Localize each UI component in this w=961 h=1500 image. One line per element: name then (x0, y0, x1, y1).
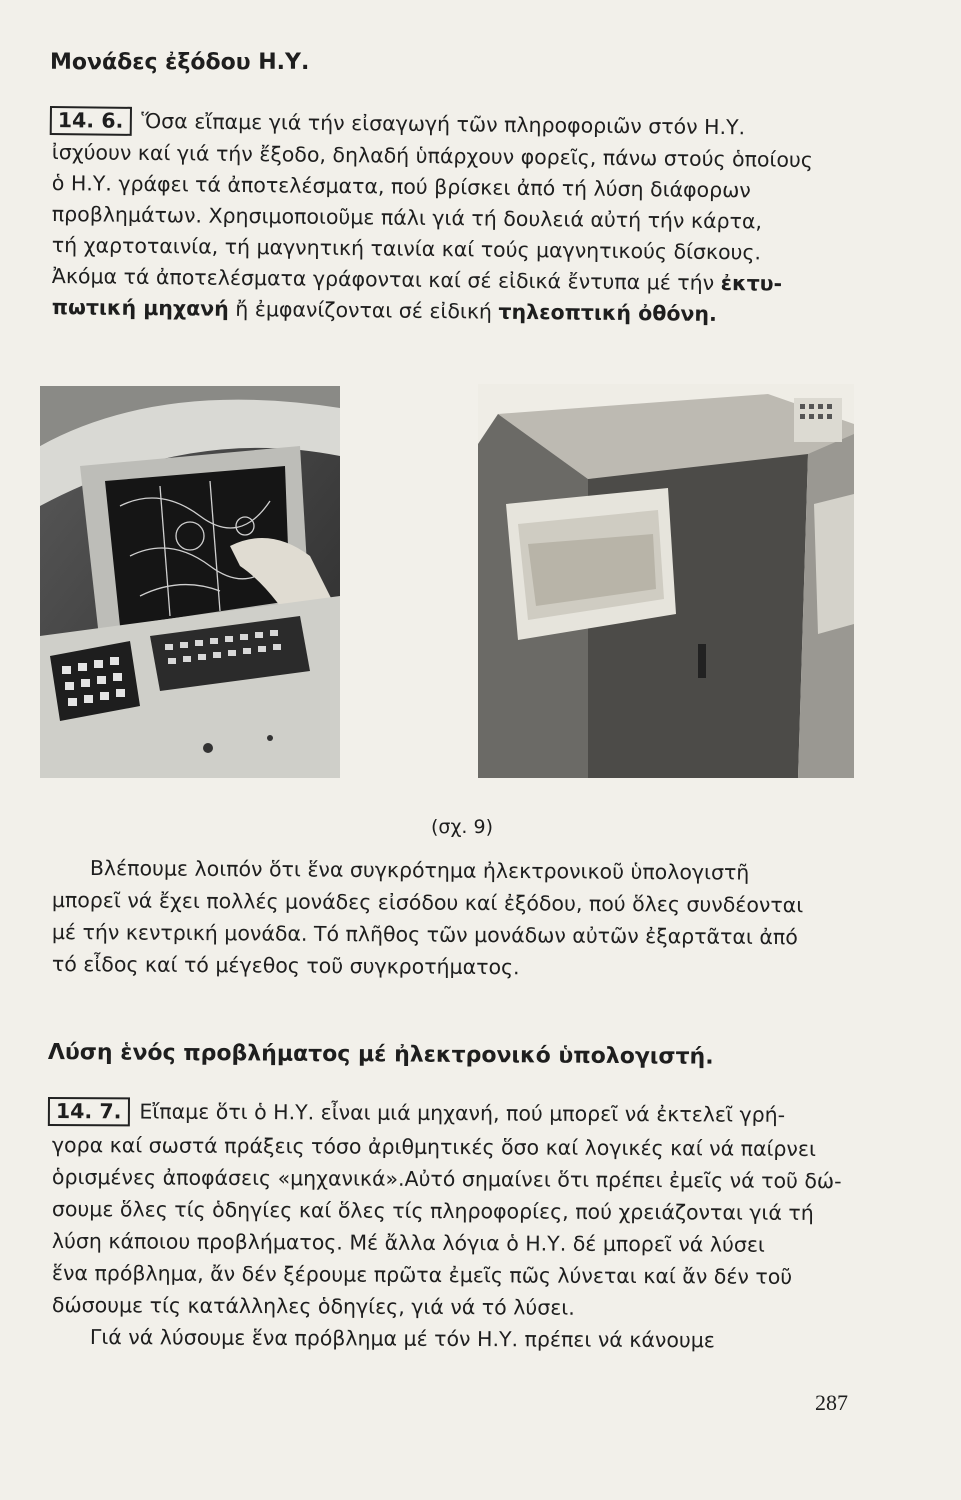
section-14-7-line-3: ὁρισμένες ἀποφάσεις «μηχανικά».Αὐτό σημαίνει ὅτι πρέπει ἐμεῖς νά τοῦ δώ- (51, 1165, 842, 1194)
section-heading-output-units: Μονάδες ἐξόδου Η.Υ. (50, 50, 310, 75)
section-14-6-line-1: 14. 6. Ὅσα εἴπαμε γιά τήν εἰσαγωγή τῶν πληροφοριῶν στόν Η.Υ. (50, 106, 746, 142)
section-14-6-line-6: Ἀκόμα τά ἀποτελέσματα γράφονται καί σέ εἰδικά ἔντυπα μέ τήν ἐκτυ- (51, 264, 783, 296)
paragraph-line-1: Βλέπουμε λοιπόν ὅτι ἕνα συγκρότημα ἠλεκτρονικοῦ ὑπολογιστῆ (89, 856, 750, 885)
display-terminal-illustration (40, 386, 340, 778)
section-14-6-line-2: ἰσχύουν καί γιά τήν ἔξοδο, δηλαδή ὑπάρχουν φορεῖς, πάνω στούς ὁποίους (51, 140, 814, 172)
section-14-6-line-5: τή χαρτοταινία, τή μαγνητική ταινία καί τούς μαγνητικούς δίσκους. (51, 233, 762, 265)
figure-photo-display-terminal (40, 386, 340, 778)
section-number-14-7: 14. 7. (48, 1097, 130, 1126)
section-14-7-line-1: 14. 7. Εἴπαμε ὅτι ὁ Η.Υ. εἶναι μιά μηχανή, πού μπορεῖ νά ἐκτελεῖ γρή- (48, 1097, 785, 1129)
bold-term-printer: ἐκτυ- (720, 271, 783, 296)
bold-term-printer-cont: πωτική μηχανή (51, 295, 229, 321)
section-14-7-line-8: Γιά νά λύσουμε ἕνα πρόβλημα μέ τόν Η.Υ. πρέπει νά κάνουμε (89, 1325, 715, 1353)
bold-term-tv-screen: τηλεοπτική ὀθόνη. (498, 299, 717, 326)
section-heading-problem-solving: Λύση ἑνός προβλήματος μέ ἠλεκτρονικό ὑπολογιστή. (47, 1040, 714, 1070)
figure-caption: (σχ. 9) (431, 816, 494, 838)
section-14-7-line-4: σουμε ὅλες τίς ὁδηγίες καί ὅλες τίς πληροφορίες, πού χρειάζονται γιά τή (51, 1197, 814, 1225)
output-cabinet-illustration (478, 384, 854, 778)
section-14-7-line-2: γορα καί σωστά πράξεις τόσο ἀριθμητικές ὅσο καί λογικές καί νά παίρνει (51, 1133, 817, 1161)
paragraph-line-4: τό εἶδος καί τό μέγεθος τοῦ συγκροτήματος. (51, 952, 520, 980)
section-14-7-line-6: ἕνα πρόβλημα, ἄν δέν ξέρουμε πρῶτα ἐμεῖς πῶς λύνεται καί ἄν δέν τοῦ (51, 1261, 793, 1289)
page-number: 287 (815, 1390, 848, 1415)
section-14-7-line-7: δώσουμε τίς κατάλληλες ὁδηγίες, γιά νά τό λύσει. (51, 1293, 575, 1320)
paragraph-line-2: μπορεῖ νά ἔχει πολλές μονάδες εἰσόδου καί ἐξόδου, πού ὅλες συνδέονται (51, 888, 804, 918)
section-14-6-line-3: ὁ Η.Υ. γράφει τά ἀποτελέσματα, πού βρίσκει ἀπό τή λύση διάφορων (51, 171, 751, 203)
section-14-7-line-5: λύση κάποιου προβλήματος. Μέ ἄλλα λόγια ὁ Η.Υ. δέ μπορεῖ νά λύσει (51, 1229, 765, 1257)
paragraph-line-3: μέ τήν κεντρική μονάδα. Τό πλῆθος τῶν μονάδων αὐτῶν ἐξαρτᾶται ἀπό (51, 920, 798, 950)
section-number-14-6: 14. 6. (50, 106, 132, 135)
section-14-6-line-7: πωτική μηχανή ἤ ἐμφανίζονται σέ εἰδική τηλεοπτική ὀθόνη. (51, 295, 717, 326)
section-14-6-line-4: προβλημάτων. Χρησιμοποιοῦμε πάλι γιά τή δουλειά αὐτή τήν κάρτα, (51, 202, 763, 234)
figure-photo-output-cabinet (478, 384, 854, 778)
